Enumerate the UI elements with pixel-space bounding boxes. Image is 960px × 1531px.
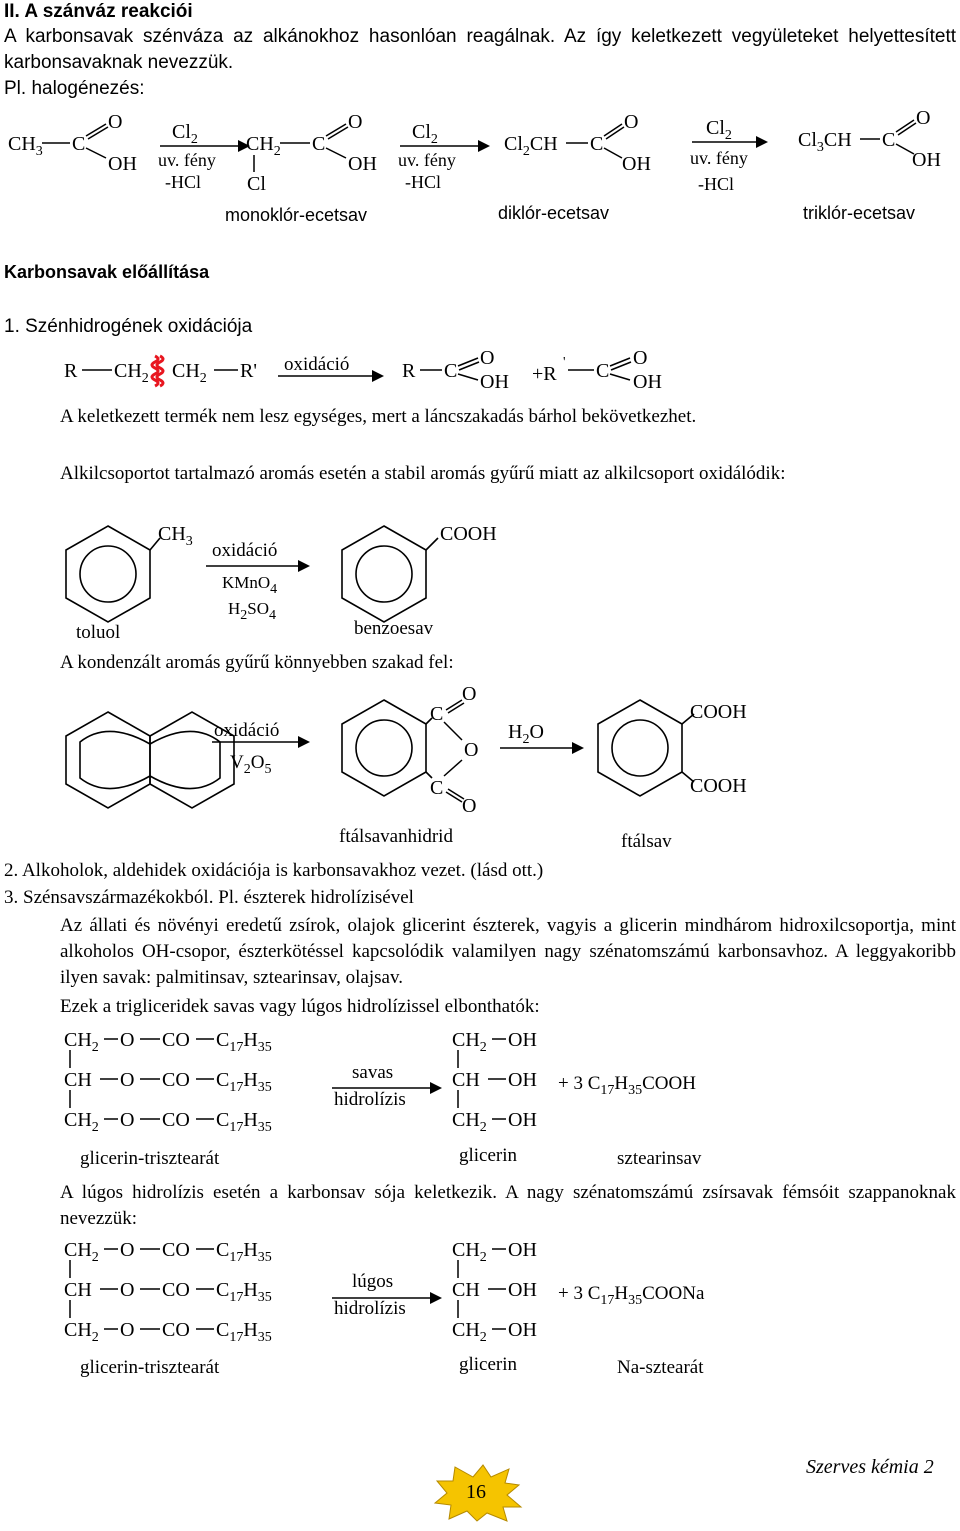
svg-text:oxidáció: oxidáció bbox=[214, 720, 280, 741]
stearic-label: sztearinsav bbox=[617, 1148, 702, 1169]
svg-text:C: C bbox=[882, 129, 896, 151]
svg-text:O: O bbox=[120, 1069, 135, 1091]
glycerol-label-1: glicerin bbox=[459, 1145, 518, 1166]
svg-text:CH: CH bbox=[452, 1279, 480, 1301]
salt-product-tail: COONa bbox=[642, 1283, 705, 1304]
svg-text:Cl2: $Cl_2$ bbox=[412, 121, 438, 147]
svg-text:CH2: $CH_2$ bbox=[452, 1109, 487, 1135]
svg-text:OH: OH bbox=[108, 153, 137, 175]
svg-text:KMnO4: KMnO$_4$ bbox=[222, 573, 278, 597]
svg-text:O: O bbox=[120, 1029, 135, 1051]
svg-text:CH2: $CH_2$ bbox=[114, 360, 149, 386]
svg-text:OH: OH bbox=[480, 371, 509, 393]
svg-text:OH: OH bbox=[508, 1279, 537, 1301]
product-dichloro: diklór-ecetsav bbox=[498, 203, 610, 223]
svg-text:CO: CO bbox=[162, 1109, 190, 1131]
svg-text:O: O bbox=[108, 111, 123, 133]
svg-text:CO: CO bbox=[162, 1239, 190, 1261]
svg-text:OH: OH bbox=[622, 153, 651, 175]
product-trichloro: triklór-ecetsav bbox=[803, 203, 916, 223]
svg-text:C: C bbox=[590, 133, 604, 155]
svg-text:COOH: COOH bbox=[690, 701, 747, 723]
svg-text:OH: OH bbox=[508, 1109, 537, 1131]
svg-text:CH3: $CH_3$ bbox=[8, 133, 43, 159]
base-label-1: lúgos bbox=[352, 1271, 394, 1292]
salt-product: + 3 $C_{17}H_{35}COONa$ bbox=[558, 1283, 705, 1308]
svg-text:OH: OH bbox=[508, 1069, 537, 1091]
svg-text:C: C bbox=[430, 777, 444, 799]
svg-text:C17H35: $C_{17}H_{35}$ bbox=[216, 1029, 272, 1055]
svg-text:C: C bbox=[596, 360, 610, 382]
acid-label-1: savas bbox=[352, 1062, 394, 1083]
item1-label: 1. Szénhidrogének oxidációja bbox=[4, 316, 253, 337]
svg-text:CO: CO bbox=[162, 1029, 190, 1051]
production-heading: Karbonsavak előállítása bbox=[4, 262, 210, 282]
svg-text:Cl: Cl bbox=[247, 173, 266, 195]
svg-text:O: O bbox=[624, 111, 639, 133]
svg-text:CH2: $CH_2$ bbox=[452, 1239, 487, 1265]
condensed-text: A kondenzált aromás gyűrű könnyebben szakad fel: bbox=[60, 652, 454, 673]
aromatic-paragraph: Alkilcsoportot tartalmazó aromás esetén a stabil aromás gyűrű miatt az alkilcsoport oxidálódik: bbox=[60, 463, 786, 484]
acid-product-tail: COOH bbox=[642, 1073, 696, 1094]
svg-text:O: O bbox=[464, 739, 479, 761]
svg-text:C17H35: $C_{17}H_{35}$ bbox=[216, 1279, 272, 1305]
svg-text:': ' bbox=[563, 355, 566, 370]
item2: 2. Alkoholok, aldehidek oxidációja is karbonsavakhoz vezet. (lásd ott.) bbox=[4, 860, 544, 881]
tristearate-label-1: glicerin-trisztearát bbox=[80, 1148, 220, 1169]
note-chain-break: A keletkezett termék nem lesz egységes, mert a láncszakadás bárhol bekövetkezhet. bbox=[60, 406, 697, 427]
svg-text:CH2: $CH_2$ bbox=[64, 1239, 99, 1265]
svg-text:OH: OH bbox=[508, 1319, 537, 1341]
product-monochloro: monoklór-ecetsav bbox=[225, 205, 368, 225]
acid-label-2: hidrolízis bbox=[334, 1089, 406, 1110]
svg-text:O: O bbox=[480, 347, 495, 369]
svg-text:R: R bbox=[402, 360, 416, 382]
svg-text:OH: OH bbox=[633, 371, 662, 393]
svg-text:OH: OH bbox=[912, 149, 941, 171]
svg-text:uv. fény: uv. fény bbox=[158, 150, 216, 170]
svg-text:O: O bbox=[120, 1319, 135, 1341]
svg-text:CH: CH bbox=[64, 1069, 92, 1091]
svg-text:CH2: $CH_2$ bbox=[452, 1319, 487, 1345]
svg-text:C: C bbox=[430, 703, 444, 725]
fats-paragraph: Az állati és növényi eredetű zsírok, olajok glicerint észterek, vagyis a glicerin mindhárom hidroxilcsoportja, mint alkoholos OH-csopor, észterkötéssel kapcsolódik valamilyen nagy szénatomszámú karbonsavhoz. A leggyakoribb ilyen savak: palmitinsav, sztearinsav, olajsav. bbox=[60, 915, 956, 988]
svg-text:CH2: $CH_2$ bbox=[172, 360, 207, 386]
triglyceride-text: Ezek a trigliceridek savas vagy lúgos hidrolízissel elbonthatók: bbox=[60, 996, 540, 1017]
svg-text:C17H35: $C_{17}H_{35}$ bbox=[216, 1239, 272, 1265]
svg-text:C: C bbox=[444, 360, 458, 382]
svg-text:-HCl: -HCl bbox=[405, 172, 441, 192]
toluene-label: toluol bbox=[76, 622, 121, 643]
svg-text:H2SO4: $H_2SO_4$ bbox=[228, 599, 277, 623]
svg-text:O: O bbox=[633, 347, 648, 369]
svg-text:R': R' bbox=[240, 360, 257, 382]
svg-text:CH2: $CH_2$ bbox=[64, 1029, 99, 1055]
phthalic-label: ftálsav bbox=[621, 831, 672, 852]
svg-text:C17H35: $C_{17}H_{35}$ bbox=[216, 1109, 272, 1135]
na-stearate-label: Na-sztearát bbox=[617, 1357, 704, 1378]
svg-text:OH: OH bbox=[508, 1239, 537, 1261]
svg-text:O: O bbox=[348, 111, 363, 133]
svg-text:CO: CO bbox=[162, 1069, 190, 1091]
svg-text:-HCl: -HCl bbox=[165, 172, 201, 192]
svg-text:CH2: $CH_2$ bbox=[64, 1319, 99, 1345]
svg-text:O: O bbox=[462, 683, 477, 705]
svg-text:Cl2CH: $Cl_2CH$ bbox=[504, 133, 558, 159]
svg-text:O: O bbox=[120, 1239, 135, 1261]
svg-text:CH2: $CH_2$ bbox=[246, 133, 281, 159]
book-title: Szerves kémia 2 bbox=[806, 1456, 934, 1478]
svg-text:CH2: $CH_2$ bbox=[452, 1029, 487, 1055]
svg-text:C17H35: $C_{17}H_{35}$ bbox=[216, 1069, 272, 1095]
svg-text:C: C bbox=[72, 133, 86, 155]
svg-text:oxidáció: oxidáció bbox=[212, 540, 278, 561]
svg-text:CH: CH bbox=[64, 1279, 92, 1301]
intro-paragraph: A karbonsavak szénváza az alkánokhoz hasonlóan reagálnak. Az így keletkezett vegyületeket helyettesített karbonsavaknak nevezzük. bbox=[4, 26, 956, 73]
svg-text:CO: CO bbox=[162, 1279, 190, 1301]
example-label: Pl. halogénezés: bbox=[4, 78, 145, 99]
svg-text:R: R bbox=[64, 360, 78, 382]
svg-text:O: O bbox=[462, 795, 477, 817]
glycerol-label-2: glicerin bbox=[459, 1354, 518, 1375]
svg-text:Cl3CH: $Cl_3CH$ bbox=[798, 129, 852, 155]
svg-text:O: O bbox=[120, 1279, 135, 1301]
alkaline-paragraph: A lúgos hidrolízis esetén a karbonsav sója keletkezik. A nagy szénatomszámú zsírsavak fémsóit szappanoknak nevezzük: bbox=[60, 1182, 956, 1229]
svg-text:CH: CH bbox=[452, 1069, 480, 1091]
svg-text:C17H35: $C_{17}H_{35}$ bbox=[216, 1319, 272, 1345]
acid-product-prefix: + 3 C bbox=[558, 1073, 601, 1094]
svg-text:uv. fény: uv. fény bbox=[398, 150, 456, 170]
base-label-2: hidrolízis bbox=[334, 1298, 406, 1319]
anhydride-label: ftálsavanhidrid bbox=[339, 826, 453, 847]
svg-text:O: O bbox=[916, 107, 931, 129]
svg-text:C: C bbox=[312, 133, 326, 155]
svg-text:Cl2: $Cl_2$ bbox=[706, 117, 732, 143]
svg-text:uv. fény: uv. fény bbox=[690, 148, 748, 168]
item3: 3. Szénsavszármazékokból. Pl. észterek hidrolízisével bbox=[4, 887, 414, 908]
acid-product: + 3 $C_{17}H_{35}COOH$ bbox=[558, 1073, 696, 1098]
tristearate-label-2: glicerin-trisztearát bbox=[80, 1357, 220, 1378]
svg-text:CH3: $CH_3$ bbox=[158, 523, 193, 549]
page-number: 16 bbox=[466, 1481, 486, 1503]
svg-text:+R: +R bbox=[532, 363, 557, 385]
svg-text:oxidáció: oxidáció bbox=[284, 354, 350, 375]
svg-text:OH: OH bbox=[348, 153, 377, 175]
svg-text:OH: OH bbox=[508, 1029, 537, 1051]
svg-text:O: O bbox=[120, 1109, 135, 1131]
svg-text:COOH: COOH bbox=[690, 775, 747, 797]
svg-text:CO: CO bbox=[162, 1319, 190, 1341]
svg-text:-HCl: -HCl bbox=[698, 174, 734, 194]
benzoic-label: benzoesav bbox=[354, 618, 434, 639]
section-title: II. A szánváz reakciói bbox=[4, 1, 193, 22]
svg-text:COOH: COOH bbox=[440, 523, 497, 545]
svg-text:CH2: $CH_2$ bbox=[64, 1109, 99, 1135]
svg-text:V2O5: $V_2O_5$ bbox=[230, 752, 272, 777]
svg-text:Cl2: $Cl_2$ bbox=[172, 121, 198, 147]
svg-text:H2O: $H_2O$ bbox=[508, 721, 544, 747]
salt-product-prefix: + 3 C bbox=[558, 1283, 601, 1304]
